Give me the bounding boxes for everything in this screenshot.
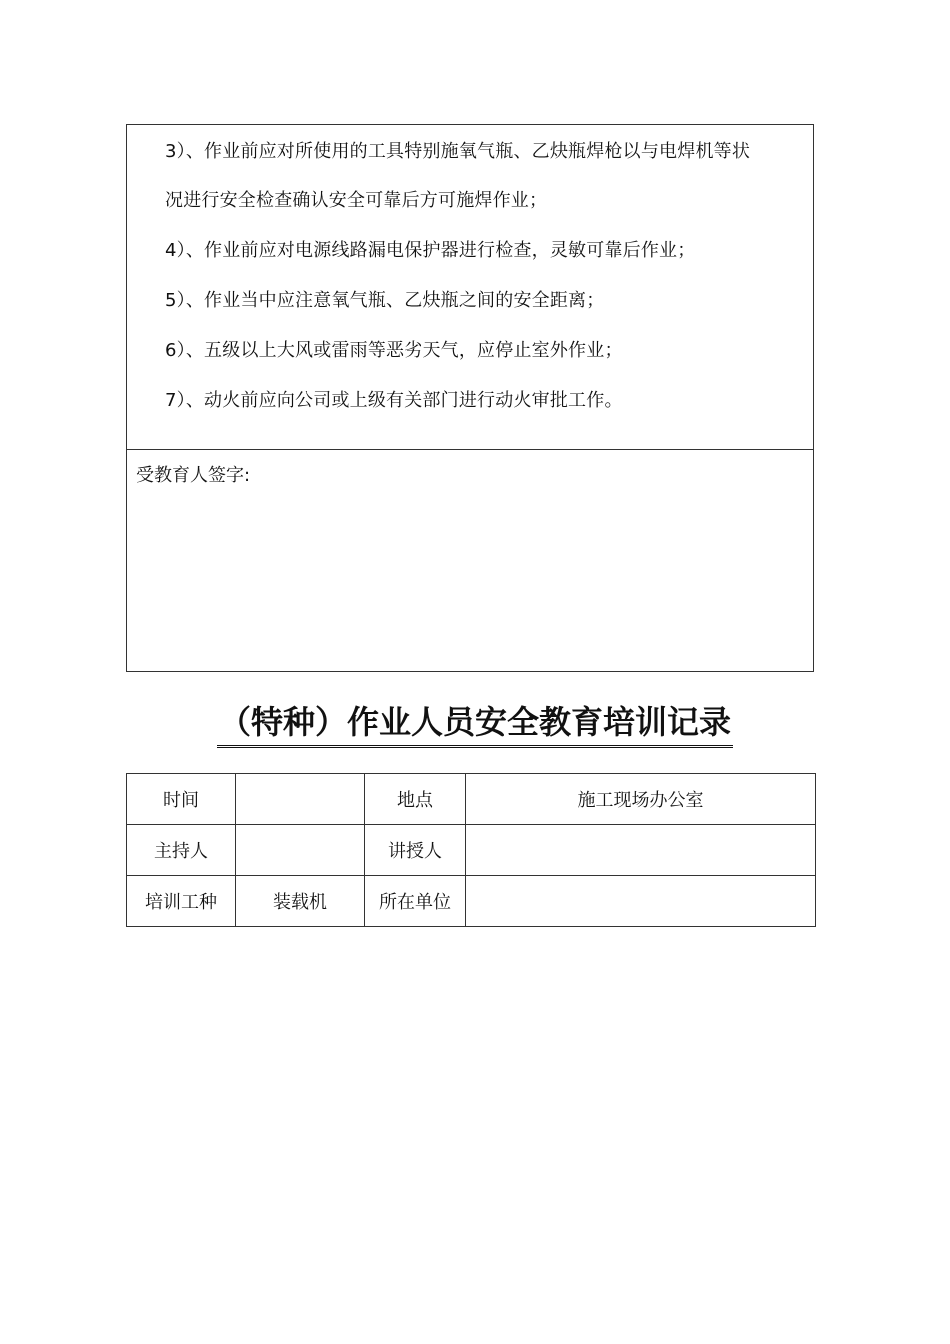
table-row: [127, 825, 816, 876]
time-label: 时间: [127, 774, 236, 825]
safety-items-section: [127, 125, 813, 450]
trade-value: 装载机: [236, 876, 365, 927]
safety-item-line: 7）、动火前应向公司或上级有关部门进行动火审批工作。: [165, 390, 623, 411]
time-value: [236, 774, 365, 825]
safety-item-line: 况进行安全检查确认安全可靠后方可施焊作业；: [165, 190, 548, 211]
host-label: 主持人: [127, 825, 236, 876]
record-title-wrapper: [0, 700, 950, 748]
unit-value: [466, 876, 816, 927]
safety-item-line: 4）、作业前应对电源线路漏电保护器进行检查，灵敏可靠后作业；: [165, 240, 696, 261]
table-row: [127, 774, 816, 825]
signature-label: 受教育人签字:: [136, 465, 251, 486]
safety-item-line: 5）、作业当中应注意氧气瓶、乙炔瓶之间的安全距离；: [165, 290, 605, 311]
lecturer-label: 讲授人: [365, 825, 466, 876]
location-value: 施工现场办公室: [466, 774, 816, 825]
training-info-table: [126, 773, 816, 927]
host-value: [236, 825, 365, 876]
unit-label: 所在单位: [365, 876, 466, 927]
lecturer-value: [466, 825, 816, 876]
table-row: [127, 876, 816, 927]
safety-content-box: [126, 124, 814, 672]
trade-label: 培训工种: [127, 876, 236, 927]
location-label: 地点: [365, 774, 466, 825]
record-title: （特种）作业人员安全教育培训记录: [217, 700, 733, 748]
safety-item-line: 6）、五级以上大风或雷雨等恶劣天气，应停止室外作业；: [165, 340, 623, 361]
safety-item-line: 3）、作业前应对所使用的工具特别施氧气瓶、乙炔瓶焊枪以与电焊机等状: [165, 141, 751, 162]
